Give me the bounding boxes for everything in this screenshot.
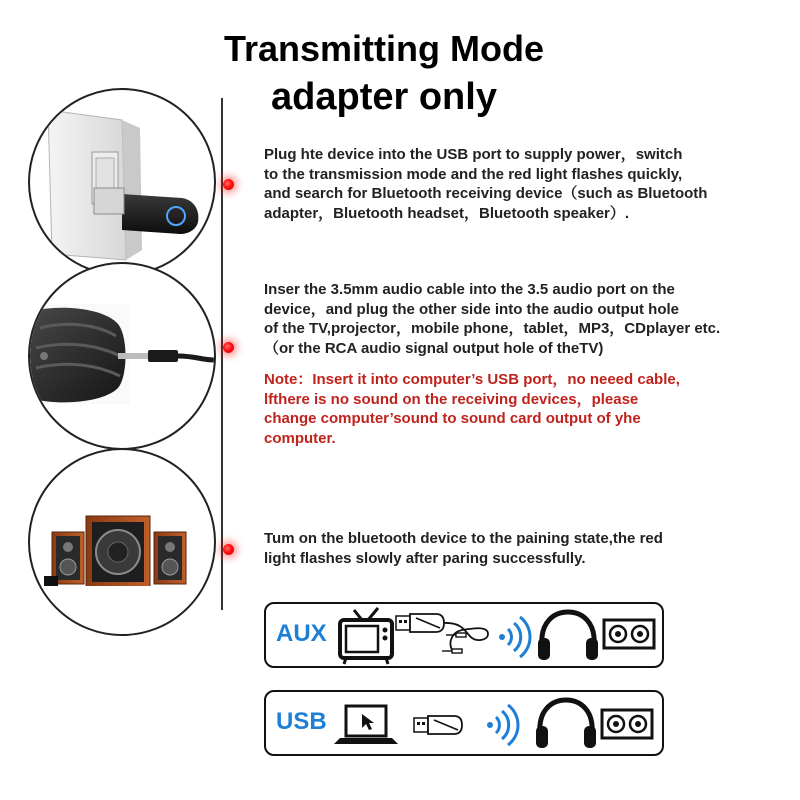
page-subtitle: adapter only	[271, 76, 497, 118]
laptop-icon	[334, 706, 398, 744]
step-1-line: Plug hte device into the USB port to supply power，switch	[264, 146, 683, 163]
usb-adapter-in-charger-image	[28, 88, 216, 276]
step-1-line: adapter，Bluetooth headset，Bluetooth speaker）.	[264, 204, 630, 222]
step-3-dot	[223, 544, 234, 555]
bluetooth-waves-icon	[487, 705, 518, 745]
speakers-image	[28, 448, 216, 636]
usb-diagram	[264, 690, 664, 756]
timeline-line	[221, 98, 223, 610]
step-2-dot	[223, 342, 234, 353]
note-line: change computer’sound to sound card output of yhe	[264, 410, 641, 427]
usb-dongle-icon	[396, 614, 444, 632]
step-2-note	[264, 370, 680, 448]
headphones-icon	[538, 612, 598, 660]
audio-jack-icon	[442, 623, 488, 653]
tv-icon	[340, 608, 392, 664]
note-line: lfthere is no sound on the receiving devices，please	[264, 390, 639, 408]
step-2-line: Inser the 3.5mm audio cable into the 3.5 audio port on the	[264, 281, 675, 298]
aux-label: AUX	[276, 620, 327, 647]
step-1-text	[264, 145, 707, 223]
aux-diagram	[264, 602, 664, 668]
usb-label: USB	[276, 708, 327, 735]
speaker-icon	[602, 710, 652, 738]
bluetooth-waves-icon	[499, 617, 530, 657]
step-1-dot	[223, 179, 234, 190]
note-line: Note：Insert it into computer’s USB port，no neeed cable,	[264, 371, 680, 388]
speaker-icon	[604, 620, 654, 648]
step-1-line: and search for Bluetooth receiving device（such as Bluetooth	[264, 185, 708, 202]
headphones-icon	[536, 700, 596, 748]
page-title: Transmitting Mode	[223, 28, 544, 69]
usb-dongle-icon	[414, 716, 462, 734]
step-2-line: device，and plug the other side into the audio output hole	[264, 300, 680, 318]
step-1-line: to the transmission mode and the red light flashes quickly,	[264, 165, 683, 183]
audio-cable-adapter-image	[28, 262, 216, 450]
step-3-text	[264, 529, 663, 568]
step-3-line: Tum on the bluetooth device to the paining state,the red	[264, 530, 663, 547]
note-line: computer.	[264, 429, 336, 447]
step-2-line: （or the RCA audio signal output hole of theTV)	[264, 339, 604, 357]
step-2-text	[264, 280, 720, 358]
step-3-line: light flashes slowly after paring successfully.	[264, 549, 586, 567]
step-2-line: of the TV,projector，mobile phone，tablet，MP3，CDplayer etc.	[264, 320, 721, 337]
